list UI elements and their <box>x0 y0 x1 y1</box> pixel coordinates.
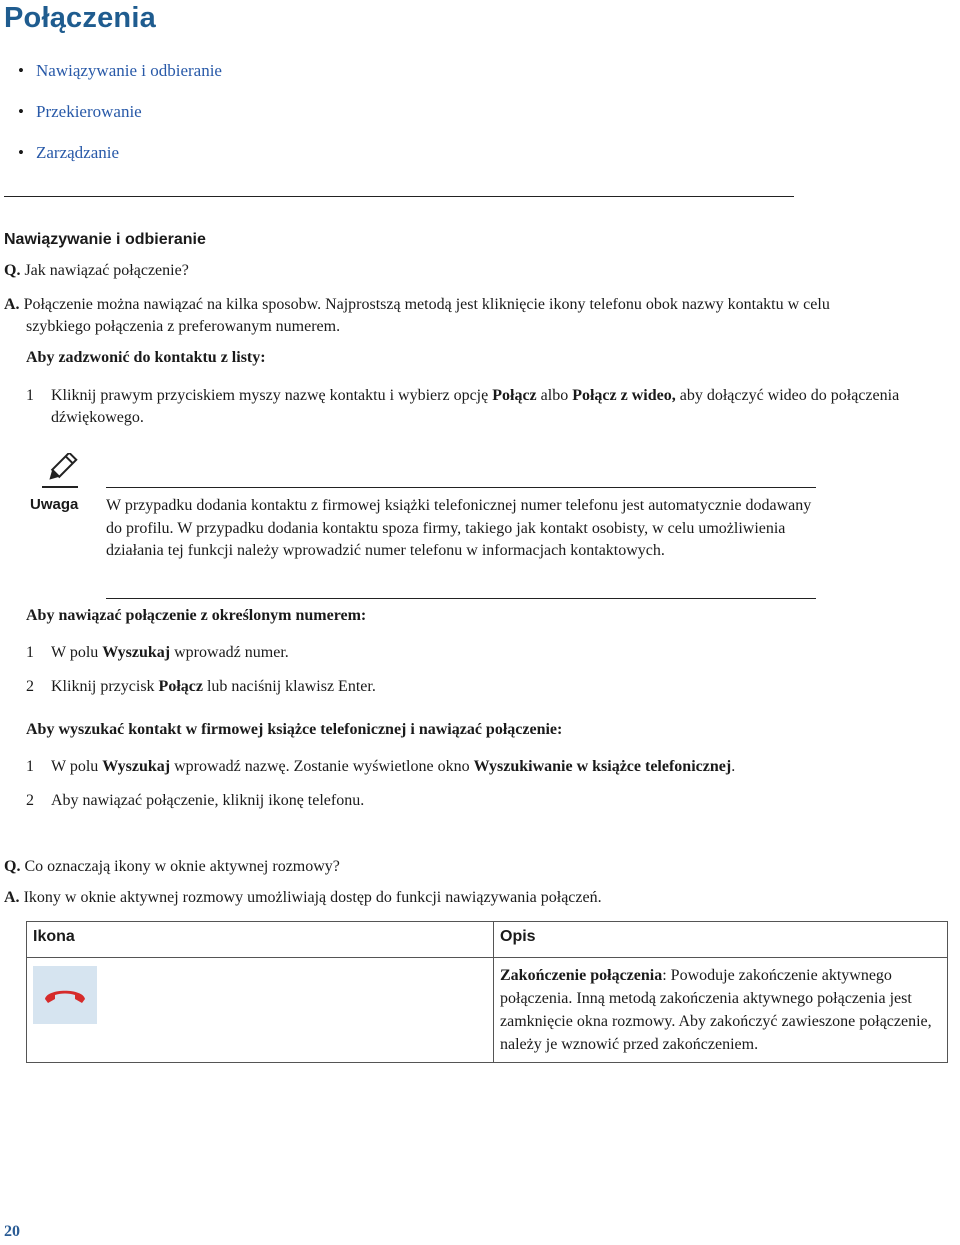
toc-item <box>18 140 222 181</box>
step-text-part: wprowadź numer. <box>170 644 289 661</box>
question-text: Co oznaczają ikony w oknie aktywnej rozmowy? <box>24 858 340 875</box>
question-prefix: Q. <box>4 858 21 875</box>
question-prefix: Q. <box>4 262 21 279</box>
answer-line-2: szybkiego połączenia z preferowanym numerem. <box>26 318 341 335</box>
step-text-part: Kliknij przycisk <box>51 678 159 695</box>
step-text <box>26 676 956 698</box>
directory-call-step-1 <box>26 756 956 778</box>
page-title: Połączenia <box>4 2 156 34</box>
table-row <box>27 958 948 1063</box>
number-call-step-1 <box>26 642 956 664</box>
icon-cell <box>27 958 494 1063</box>
note-text: W przypadku dodania kontaktu z firmowej książki telefonicznej numer telefonu jest automatycznie dodawany do profilu. W przypadku dodania kontaktu spoza firmy, takiego jak kontakt osobisty, w celu umożliwienia działania tej funkcji należy wprowadzić numer telefonu w informacjach kontaktowych. <box>106 497 812 559</box>
question-1 <box>4 262 189 280</box>
end-call-icon <box>33 966 97 1024</box>
step-number: 1 <box>26 758 34 775</box>
note-top-rule <box>106 487 816 488</box>
step-text <box>26 385 956 429</box>
directory-call-step-2 <box>26 790 956 812</box>
video-call-option: Połącz z wideo, <box>572 387 676 404</box>
section-divider <box>4 196 794 197</box>
toc-link-przekierowanie[interactable]: Przekierowanie <box>36 102 142 121</box>
step-text-part: wprowadź nazwę. Zostanie wyświetlone okno <box>170 758 474 775</box>
bullet: • <box>18 61 24 80</box>
list-call-heading: Aby zadzwonić do kontaktu z listy: <box>26 349 266 366</box>
toc-link-zarzadzanie[interactable]: Zarządzanie <box>36 143 120 162</box>
search-field-name: Wyszukaj <box>102 644 171 661</box>
toc-item <box>18 99 222 140</box>
icons-table <box>26 921 948 1063</box>
step-text-part: lub naciśnij klawisz Enter. <box>202 678 376 695</box>
step-text-part: albo <box>536 387 573 404</box>
step-text <box>26 756 956 778</box>
section-heading: Nawiązywanie i odbieranie <box>4 231 206 248</box>
step-number: 1 <box>26 644 34 661</box>
answer-text: Ikony w oknie aktywnej rozmowy umożliwiają dostęp do funkcji nawiązywania połączeń. <box>23 889 602 906</box>
call-button-name: Połącz <box>158 678 203 695</box>
toc-item <box>18 58 222 99</box>
note-label: Uwaga <box>30 496 79 513</box>
step-text <box>26 642 956 664</box>
step-number: 1 <box>26 387 34 404</box>
pencil-icon <box>42 453 82 489</box>
step-number: 2 <box>26 678 34 695</box>
question-text: Jak nawiązać połączenie? <box>24 262 189 279</box>
call-option: Połącz <box>492 387 537 404</box>
number-call-step-2 <box>26 676 956 698</box>
column-header-icon: Ikona <box>27 922 494 958</box>
step-number: 2 <box>26 792 34 809</box>
question-2 <box>4 858 340 876</box>
step-text-part: W polu <box>51 644 103 661</box>
answer-line-1: Połączenie można nawiązać na kilka sposobw. Najprostszą metodą jest kliknięcie ikony telefonu obok nazwy kontaktu w celu <box>23 296 830 313</box>
directory-window-name: Wyszukiwanie w książce telefonicznej <box>473 758 732 775</box>
step-text-part: . <box>731 758 736 775</box>
step-text-part: Kliknij prawym przyciskiem myszy nazwę kontaktu i wybierz opcję <box>51 387 493 404</box>
table-header-row <box>27 922 948 958</box>
step-text: Aby nawiązać połączenie, kliknij ikonę telefonu. <box>51 792 365 809</box>
answer-prefix: A. <box>4 889 20 906</box>
step-text-part: aby dołączyć wideo do połączenia dźwiękowego. <box>51 387 900 426</box>
note-bottom-rule <box>106 598 816 599</box>
bullet: • <box>18 102 24 121</box>
bullet: • <box>18 143 24 162</box>
number-call-heading: Aby nawiązać połączenie z określonym numerem: <box>26 607 367 624</box>
list-call-step-1 <box>26 385 956 429</box>
column-header-description: Opis <box>494 922 948 958</box>
description-cell <box>494 958 948 1063</box>
table-of-contents <box>18 58 222 181</box>
answer-1 <box>4 294 959 338</box>
answer-prefix: A. <box>4 296 20 313</box>
toc-link-nawiazywanie[interactable]: Nawiązywanie i odbieranie <box>36 61 222 80</box>
icon-term: Zakończenie połączenia <box>500 967 663 984</box>
answer-2 <box>4 889 602 907</box>
icon-description: : Powoduje zakończenie aktywnego połączenia. Inną metodą zakończenia aktywnego połączenia jest zamknięcie okna rozmowy. Aby zakończyć zawieszone połączenie, należy je wznowić przed zakończeniem. <box>500 967 932 1053</box>
directory-call-heading: Aby wyszukać kontakt w firmowej książce telefonicznej i nawiązać połączenie: <box>26 721 563 738</box>
page-number: 20 <box>4 1223 20 1240</box>
search-field-name: Wyszukaj <box>102 758 171 775</box>
step-text-part: W polu <box>51 758 103 775</box>
